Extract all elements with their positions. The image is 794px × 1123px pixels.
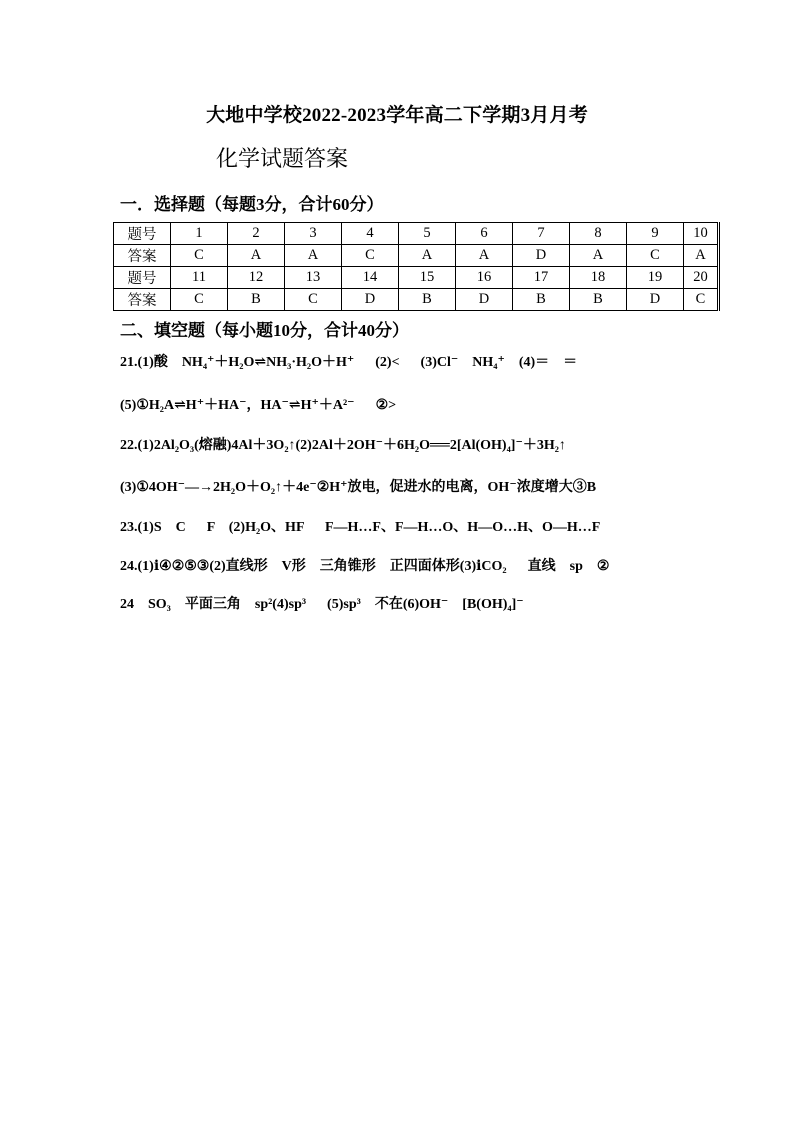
table-cell: 9 [627,223,684,245]
table-row [114,289,719,311]
table-row-header: 题号 [114,267,171,289]
table-row [114,223,719,245]
table-cell: B [228,289,285,311]
table-cell: B [513,289,570,311]
table-cell: 4 [342,223,399,245]
table-cell: 6 [456,223,513,245]
table-cell: A [228,245,285,267]
table-cell: 10 [684,223,719,245]
table-cell: 11 [171,267,228,289]
table-cell: 1 [171,223,228,245]
table-cell: 16 [456,267,513,289]
table-cell: 2 [228,223,285,245]
table-cell: D [342,289,399,311]
table-cell: 14 [342,267,399,289]
page-subtitle: 化学试题答案 [216,146,349,171]
table-cell: 13 [285,267,342,289]
table-cell: A [456,245,513,267]
table-cell: C [627,245,684,267]
table-cell: A [399,245,456,267]
table-cell: D [627,289,684,311]
answer-line-21-5: (5)①H₂A⇌H⁺＋HA⁻，HA⁻⇌H⁺＋A²⁻ ②> [120,398,397,413]
table-cell: 5 [399,223,456,245]
table-row-header: 答案 [114,245,171,267]
table-cell: A [570,245,627,267]
answer-line-22-3: (3)①4OH⁻—→2H₂O＋O₂↑＋4e⁻②H⁺放电，促进水的电离，OH⁻浓度增大③B [120,480,597,495]
table-cell: D [456,289,513,311]
table-cell: 17 [513,267,570,289]
table-cell: A [285,245,342,267]
section-heading-fill: 二、填空题（每小题10分，合计40分） [120,321,409,340]
table-cell: C [171,245,228,267]
table-cell: C [285,289,342,311]
table-cell: 12 [228,267,285,289]
answer-line-23: 23.(1)S C F (2)H₂O、HF F—H…F、F—H…O、H—O…H、O—H…F [120,520,601,535]
table-cell: 19 [627,267,684,289]
table-cell: 15 [399,267,456,289]
table-cell: 20 [684,267,719,289]
table-cell: 8 [570,223,627,245]
page-title: 大地中学校2022-2023学年高二下学期3月月考 [206,105,588,126]
answer-line-22: 22.(1)2Al₂O₃(熔融)4Al＋3O₂↑(2)2Al＋2OH⁻＋6H₂O══2[Al(OH)₄]⁻＋3H₂↑ [120,438,566,453]
table-cell: B [570,289,627,311]
answer-line-24-cont: 24 SO₃ 平面三角 sp²(4)sp³ (5)sp³ 不在(6)OH⁻ [B(OH)₄]⁻ [120,597,524,612]
table-row [114,267,719,289]
table-row-header: 题号 [114,223,171,245]
table-cell: C [171,289,228,311]
table-cell: A [684,245,719,267]
answer-table [113,222,720,311]
table-cell: D [513,245,570,267]
table-row [114,245,719,267]
table-cell: 3 [285,223,342,245]
section-heading-choice: 一．选择题（每题3分，合计60分） [120,195,384,214]
answer-line-24: 24.(1)ⅰ④②⑤③(2)直线形 V形 三角锥形 正四面体形(3)ⅰCO₂ 直线 sp ② [120,559,610,574]
table-cell: 18 [570,267,627,289]
answer-line-21: 21.(1)酸 NH₄⁺＋H₂O⇌NH₃·H₂O＋H⁺ (2)< (3)Cl⁻ NH₄⁺ (4)＝ ＝ [120,355,578,370]
table-row-header: 答案 [114,289,171,311]
table-cell: B [399,289,456,311]
table-cell: C [684,289,719,311]
table-cell: C [342,245,399,267]
table-cell: 7 [513,223,570,245]
